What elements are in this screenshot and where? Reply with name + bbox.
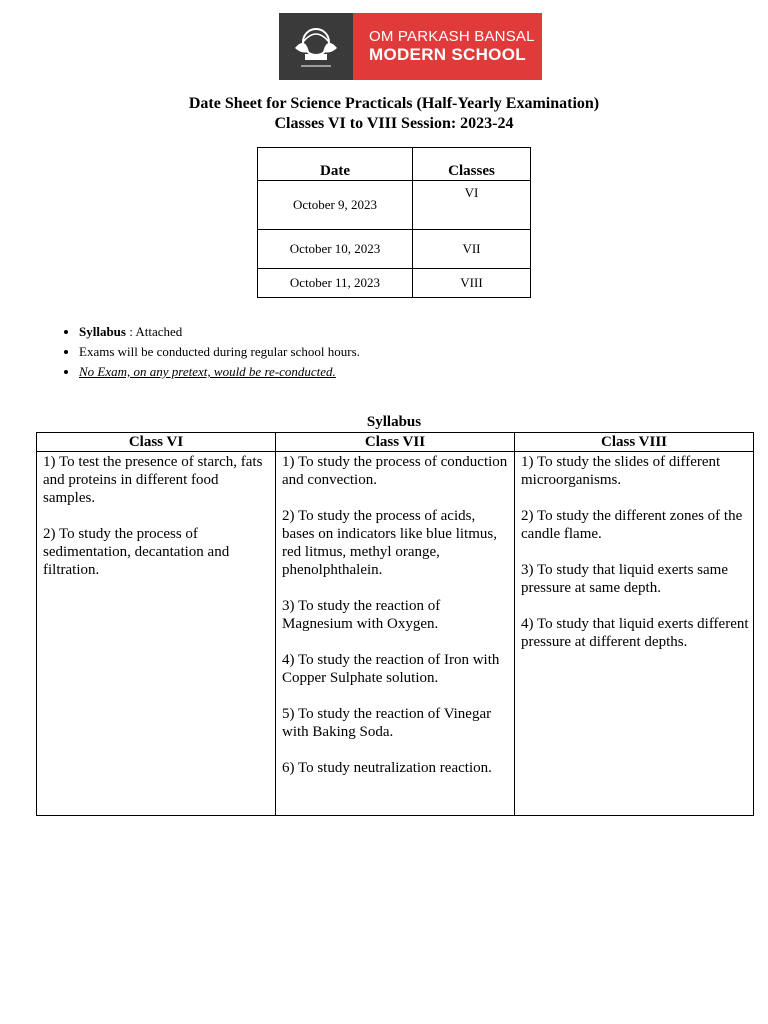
list-item: 1) To study the slides of different microorganisms. xyxy=(521,454,721,488)
list-item: 1) To test the presence of starch, fats and proteins in different food samples. xyxy=(43,454,263,506)
syllabus-table xyxy=(36,432,754,816)
class-viii-header: Class VIII xyxy=(515,433,754,452)
exams-note: Exams will be conducted during regular school hours. xyxy=(79,344,360,359)
class-vii-cell xyxy=(276,452,515,816)
document-title: Date Sheet for Science Practicals (Half-Yearly Examination) xyxy=(188,95,600,112)
list-item: 3) To study that liquid exerts same pressure at same depth. xyxy=(521,562,728,596)
list-item: 3) To study the reaction of Magnesium with Oxygen. xyxy=(282,598,441,632)
logo-line1: OM PARKASH BANSAL xyxy=(369,28,535,46)
date-cell: October 9, 2023 xyxy=(258,181,413,230)
notes-list xyxy=(57,322,360,382)
list-item: 1) To study the process of conduction and convection. xyxy=(282,454,508,488)
class-cell: VII xyxy=(413,230,531,269)
classes-header: Classes xyxy=(413,148,531,181)
syllabus-content-row xyxy=(37,452,754,816)
class-cell: VI xyxy=(413,181,531,230)
syllabus-title: Syllabus xyxy=(366,414,422,430)
class-cell: VIII xyxy=(413,269,531,298)
date-cell: October 10, 2023 xyxy=(258,230,413,269)
list-item: 5) To study the reaction of Vinegar with Baking Soda. xyxy=(282,706,492,740)
school-emblem-icon xyxy=(279,13,353,80)
list-item: 4) To study the reaction of Iron with Copper Sulphate solution. xyxy=(282,652,500,686)
table-row xyxy=(258,269,531,298)
list-item xyxy=(79,322,360,342)
syllabus-value: : Attached xyxy=(125,324,183,339)
date-header: Date xyxy=(258,148,413,181)
list-item: 2) To study the process of sedimentation, decantation and filtration. xyxy=(43,526,230,578)
list-item: 4) To study that liquid exerts different pressure at different depths. xyxy=(521,616,749,650)
no-exam-note: No Exam, on any pretext, would be re-conducted. xyxy=(79,364,336,379)
class-viii-cell xyxy=(515,452,754,816)
class-vi-header: Class VI xyxy=(37,433,276,452)
document-subtitle: Classes VI to VIII Session: 2023-24 xyxy=(274,115,514,132)
date-sheet-table xyxy=(257,147,531,298)
syllabus-header-row xyxy=(37,433,754,452)
list-item: 6) To study neutralization reaction. xyxy=(282,760,492,776)
syllabus-label: Syllabus xyxy=(79,324,126,339)
class-vi-cell xyxy=(37,452,276,816)
list-item xyxy=(79,342,360,362)
list-item: 2) To study the process of acids, bases on indicators like blue litmus, red litmus, methyl orange, phenolphthalein. xyxy=(282,508,497,578)
date-cell: October 11, 2023 xyxy=(258,269,413,298)
list-item: 2) To study the different zones of the candle flame. xyxy=(521,508,743,542)
table-row xyxy=(258,230,531,269)
logo-line2: MODERN SCHOOL xyxy=(369,45,526,65)
class-vii-header: Class VII xyxy=(276,433,515,452)
table-row xyxy=(258,181,531,230)
logo-text xyxy=(353,13,542,80)
date-table-header-row xyxy=(258,148,531,181)
list-item xyxy=(79,362,360,382)
school-logo xyxy=(279,13,542,80)
